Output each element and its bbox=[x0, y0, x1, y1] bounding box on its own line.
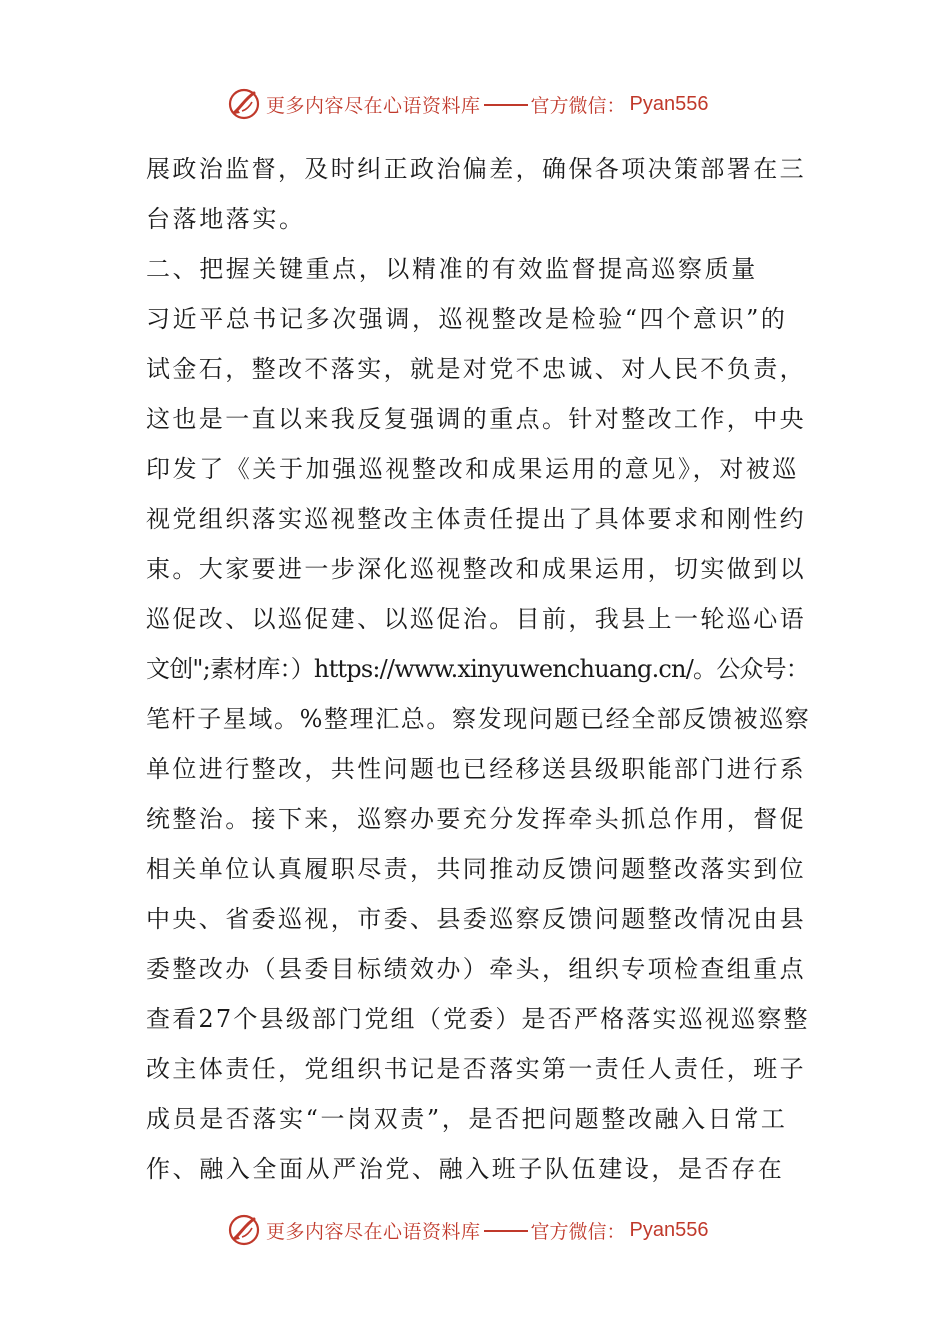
body-line: 委整改办（县委目标绩效办）牵头，组织专项检查组重点 bbox=[146, 955, 806, 983]
official-wechat-label: 官方微信： bbox=[530, 1220, 626, 1243]
body-line: 查看27个县级部门党组（党委）是否严格落实巡视巡察整 bbox=[146, 1005, 810, 1033]
banner-dash bbox=[484, 104, 528, 106]
body-line: 笔杆子星域。%整理汇总。察发现问题已经全部反馈被巡察 bbox=[146, 705, 811, 733]
pen-seal-logo-icon bbox=[226, 1212, 262, 1248]
official-wechat-label: 官方微信： bbox=[530, 94, 626, 117]
body-line: 展政治监督，及时纠正政治偏差，确保各项决策部署在三 bbox=[146, 155, 806, 183]
brand-text: 更多内容尽在心语资料库 bbox=[266, 1220, 481, 1243]
body-line: 成员是否落实“一岗双责”，是否把问题整改融入日常工 bbox=[146, 1105, 788, 1133]
document-body bbox=[146, 144, 810, 1194]
body-line: 巡促改、以巡促建、以巡促治。目前，我县上一轮巡心语 bbox=[146, 605, 806, 633]
banner-dash bbox=[484, 1230, 528, 1232]
body-line: 这也是一直以来我反复强调的重点。针对整改工作，中央 bbox=[146, 405, 806, 433]
pen-seal-logo-icon bbox=[226, 86, 262, 122]
body-line: 视党组织落实巡视整改主体责任提出了具体要求和刚性约 bbox=[146, 505, 806, 533]
body-line: 中央、省委巡视，市委、县委巡察反馈问题整改情况由县 bbox=[146, 905, 806, 933]
wechat-id: Pyan556 bbox=[629, 92, 709, 115]
body-line: 单位进行整改，共性问题也已经移送县级职能部门进行系 bbox=[146, 755, 806, 783]
body-line: 统整治。接下来，巡察办要充分发挥牵头抓总作用，督促 bbox=[146, 805, 806, 833]
section-heading: 二、把握关键重点，以精准的有效监督提高巡察质量 bbox=[146, 255, 758, 283]
body-line: 改主体责任，党组织书记是否落实第一责任人责任，班子 bbox=[146, 1055, 806, 1083]
body-line: 作、融入全面从严治党、融入班子队伍建设，是否存在 bbox=[146, 1155, 785, 1183]
wechat-id: Pyan556 bbox=[629, 1218, 709, 1241]
header-watermark-banner bbox=[226, 84, 709, 124]
body-line: 习近平总书记多次强调，巡视整改是检验“四个意识”的 bbox=[146, 305, 788, 333]
body-line: 台落地落实。 bbox=[146, 205, 306, 233]
body-line-url: 文创";素材库：）https://www.xinyuwenchuang.cn/。公众号： bbox=[146, 655, 810, 683]
brand-text: 更多内容尽在心语资料库 bbox=[266, 94, 481, 117]
body-line: 试金石，整改不落实，就是对党不忠诚、对人民不负责， bbox=[146, 355, 806, 383]
body-line: 相关单位认真履职尽责，共同推动反馈问题整改落实到位 bbox=[146, 855, 806, 883]
body-line: 印发了《关于加强巡视整改和成果运用的意见》，对被巡 bbox=[146, 455, 799, 483]
footer-watermark-banner bbox=[226, 1210, 709, 1250]
body-line: 束。大家要进一步深化巡视整改和成果运用，切实做到以 bbox=[146, 555, 806, 583]
